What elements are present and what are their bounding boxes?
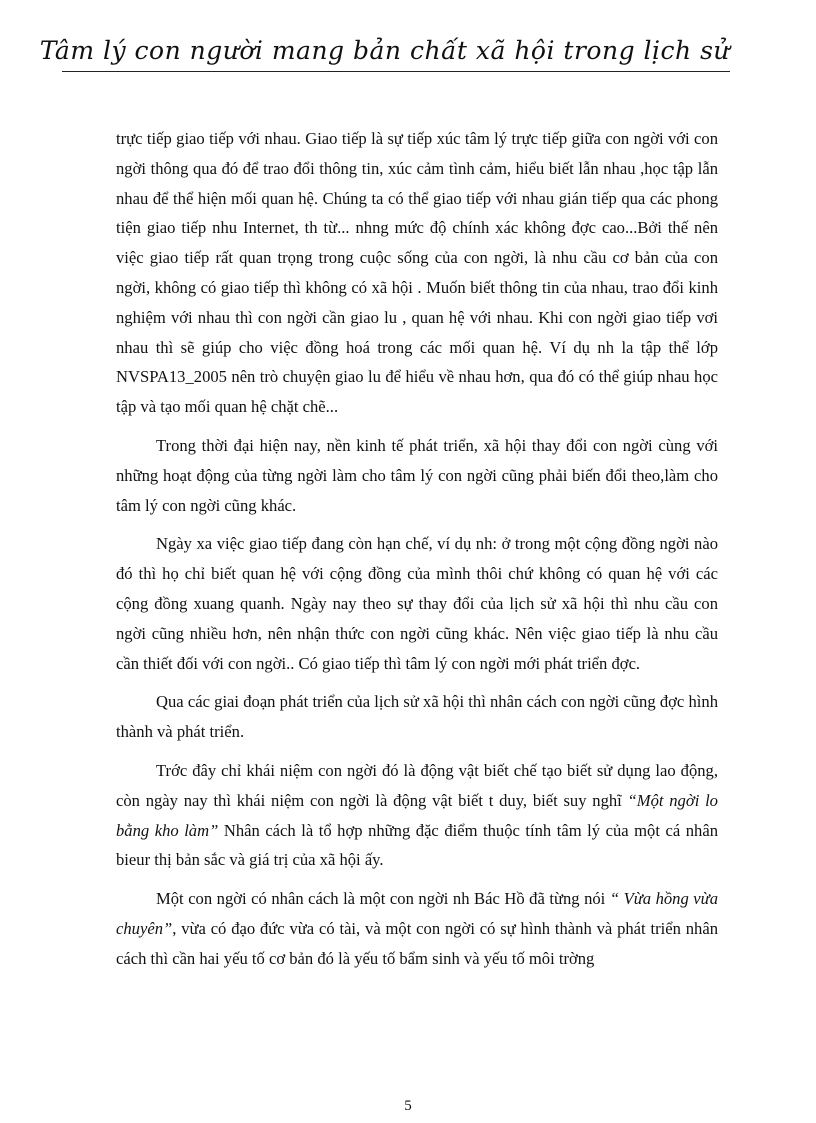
paragraph-5-text-after: Nhân cách là tổ hợp những đặc điểm thuộc tính tâm lý của một cá nhân bieur thị bản sắc và giá trị của xã hội ấy. [116, 820, 719, 870]
paragraph-6-quote: “ Vừa hồng vừa chuyên” [116, 889, 719, 938]
header-title: Tâm lý con người mang bản chất xã hội trong lịch sử [39, 36, 730, 65]
paragraph-5-text-before: Trớc đây chỉ khái niệm con ngời đó là động vật biết chế tạo biết sử dụng lao động, còn ngày nay thì khái niệm con ngời là động vật biết t duy, biết suy nghĩ [116, 760, 718, 810]
paragraph-5 [116, 756, 718, 875]
header-underline [62, 71, 730, 72]
paragraph-6 [116, 884, 718, 973]
page-number: 5 [404, 1098, 412, 1114]
page-header [0, 30, 816, 78]
paragraph-1: trực tiếp giao tiếp với nhau. Giao tiếp là sự tiếp xúc tâm lý trực tiếp giữa con ngời với con ngời thông qua đó để trao đổi thông tin, xúc cảm tình cảm, hiểu biết lẫn nhau ,học tập lẫn nhau để thể hiện mối quan hệ. Chúng ta có thể giao tiếp với nhau gián tiếp qua các phong tiện giao tiếp nhu Internet, th từ... nhng mức độ chính xác không đợc cao...Bởi thế nên việc giao tiếp rất quan trọng trong cuộc sống của con ngời, là nhu cầu cơ bản của con ngời, không có giao tiếp thì không có xã hội . Muốn biết thông tin của nhau, trao đổi kinh nghiệm với nhau thì con ngời cần giao lu , quan hệ với nhau. Khi con ngời giao tiếp vơi nhau thì sẽ giúp cho việc đồng hoá trong các mối quan hệ. Ví dụ nh la tập thể lớp NVSPA13_2005 nên trò chuyện giao lu để hiểu về nhau hơn, qua đó có thể giúp nhau học tập và tạo mối quan hệ chặt chẽ... [116, 129, 718, 417]
paragraph-6-text-before: Một con ngời có nhân cách là một con ngời nh Bác Hồ đã từng nói [156, 889, 610, 909]
paragraph-5-quote: “Một ngời lo bằng kho làm” [116, 790, 718, 840]
paragraph-3: Ngày xa việc giao tiếp đang còn hạn chế, ví dụ nh: ở trong một cộng đồng ngời nào đó thì họ chỉ biết quan hệ với cộng đồng của mình thôi chứ không có quan hệ với các cộng đồng xuang quanh. Ngày nay theo sự thay đổi của lịch sử xã hội thì nhu cầu con ngời cũng nhiều hơn, nên nhận thức con ngời cũng khác. Nên việc giao tiếp là nhu cầu cần thiết đối với con ngời.. Có giao tiếp thì tâm lý con ngời mới phát triển đợc. [116, 534, 718, 673]
paragraph-2: Trong thời đại hiện nay, nền kinh tế phát triển, xã hội thay đổi con ngời cùng với những hoạt động của từng ngời làm cho tâm lý con ngời cũng phải biến đổi theo,làm cho tâm lý con ngời cũng khác. [116, 435, 718, 515]
paragraph-6-text-after: , vừa có đạo đức vừa có tài, và một con ngời có sự hình thành và phát triển nhân cách thì cần hai yếu tố cơ bản đó là yếu tố bẩm sinh và yếu tố môi trờng [116, 918, 718, 968]
document-body [116, 124, 718, 974]
paragraph-4: Qua các giai đoạn phát triển của lịch sử xã hội thì nhân cách con ngời cũng đợc hình thành và phát triển. [116, 692, 718, 742]
